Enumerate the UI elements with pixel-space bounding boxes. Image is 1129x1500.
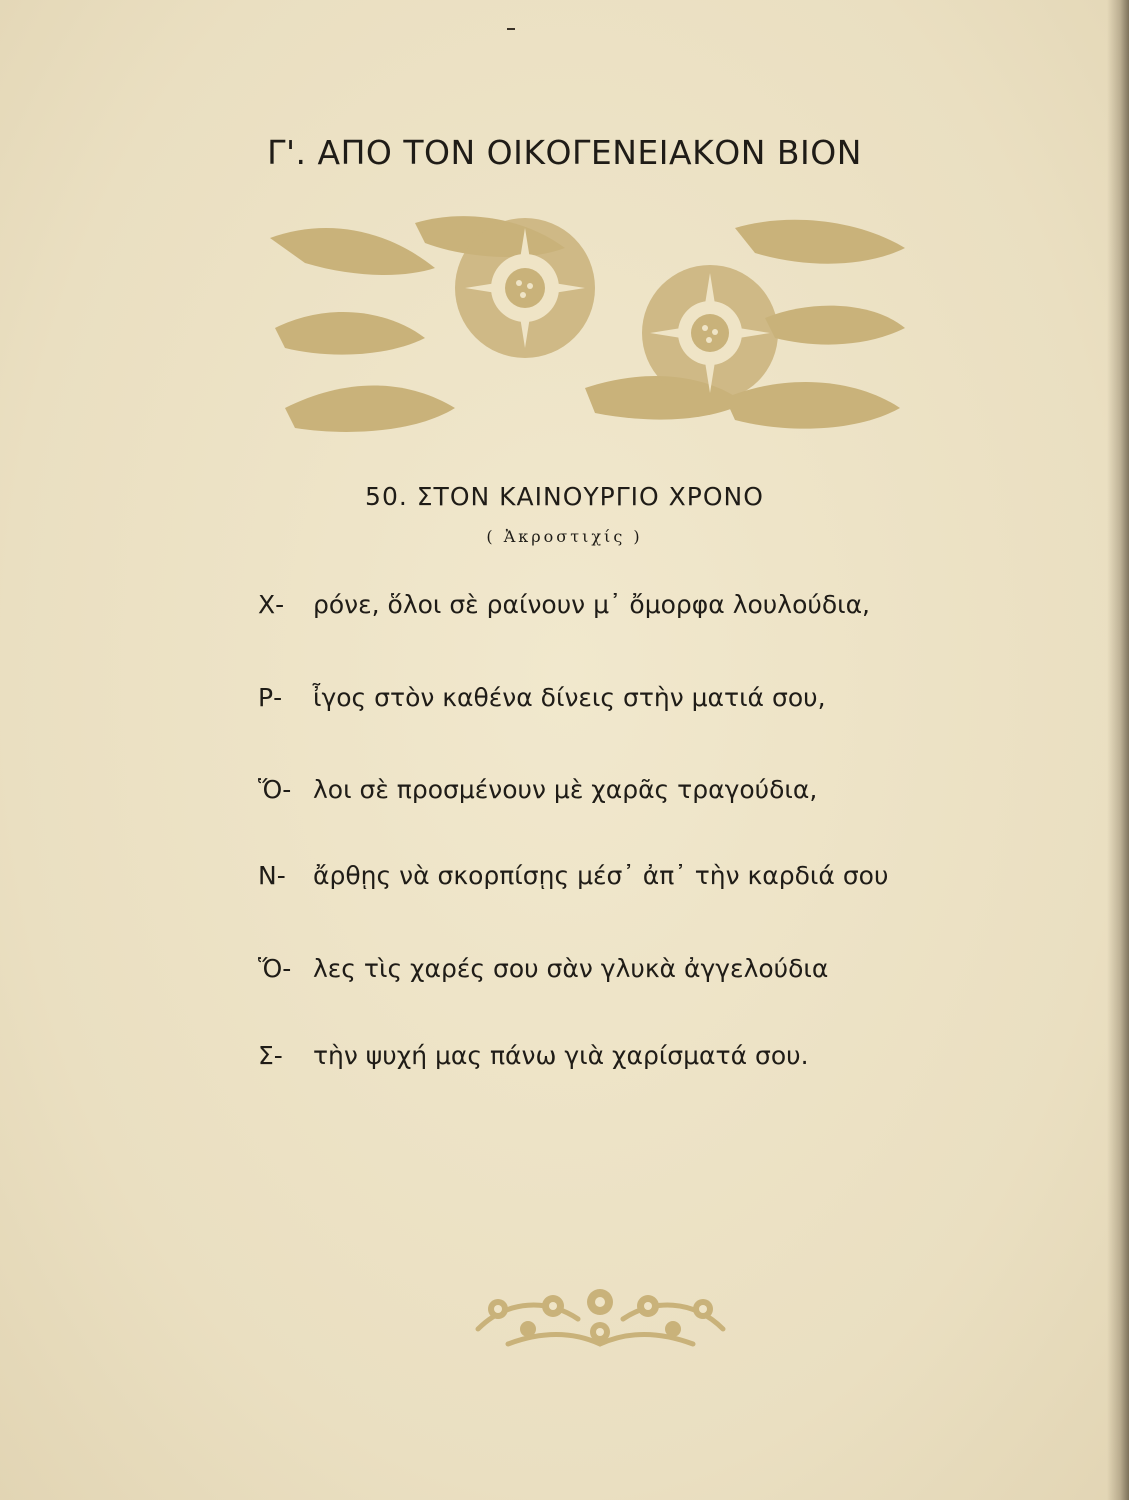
poem-line: [258, 775, 817, 804]
poem-line: [258, 683, 826, 712]
line-text: λοι σὲ προσμένουν μὲ χαρᾶς τραγούδια,: [313, 775, 818, 804]
poem-line: [258, 590, 870, 619]
line-text: ρόνε, ὅλοι σὲ ραίνουν μ᾽ ὄμορφα λουλούδια,: [313, 590, 871, 619]
poem-subtitle: ( Ἀκροστιχίς ): [486, 527, 643, 546]
acrostic-initial: Ὅ-: [258, 775, 292, 804]
acrostic-initial: Ὅ-: [258, 954, 292, 983]
flower-ornament-icon: [265, 208, 910, 440]
line-text: ἄρθῃς νὰ σκορπίσῃς μέσ᾽ ἀπ᾽ τὴν καρδιά σου: [313, 861, 889, 890]
acrostic-initial: Σ-: [258, 1041, 283, 1070]
page-mark: [507, 28, 515, 30]
line-text: λες τὶς χαρές σου σὰν γλυκὰ ἀγγελούδια: [313, 954, 829, 983]
poem-line: [258, 1041, 809, 1070]
line-text: τὴν ψυχή μας πάνω γιὰ χαρίσματά σου.: [313, 1041, 809, 1070]
acrostic-initial: Ν-: [258, 861, 286, 890]
section-title: Γ'. ΑΠΟ ΤΟΝ ΟΙΚΟΓΕΝΕΙΑΚΟΝ ΒΙΟΝ: [267, 133, 862, 172]
book-spine-shadow: [1107, 0, 1129, 1500]
line-text: ἶγος στὸν καθένα δίνεις στὴν ματιά σου,: [313, 683, 826, 712]
acrostic-initial: Ρ-: [258, 683, 283, 712]
poem-title: 50. ΣΤΟΝ ΚΑΙΝΟΥΡΓΙΟ ΧΡΟΝΟ: [365, 482, 764, 511]
poem-line: [258, 954, 828, 983]
floral-vignette-icon: [468, 1284, 733, 1350]
poem-line: [258, 861, 888, 890]
acrostic-initial: Χ-: [258, 590, 285, 619]
